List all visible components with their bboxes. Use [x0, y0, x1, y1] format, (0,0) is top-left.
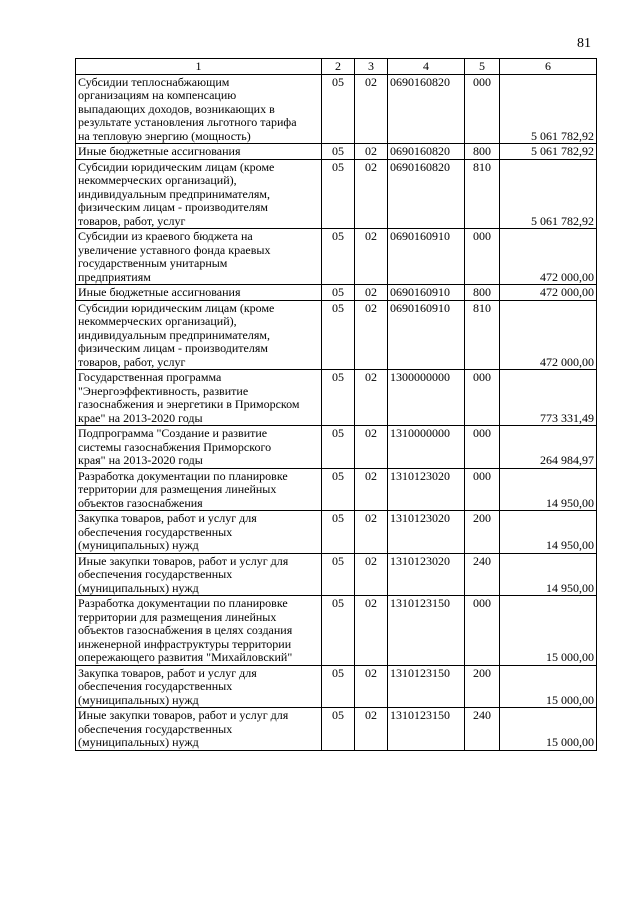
target-article-cell: 1310123150 — [388, 665, 465, 708]
amount-cell: 5 061 782,92 — [500, 74, 597, 144]
item-name-text: Иные бюджетные ассигнования — [78, 144, 241, 158]
item-name-cell — [76, 511, 322, 554]
table-row — [76, 511, 597, 554]
section-code-cell: 05 — [322, 596, 355, 666]
section-code-cell: 05 — [322, 285, 355, 301]
item-name-cell — [76, 74, 322, 144]
item-name-cell — [76, 300, 322, 370]
expense-type-cell: 810 — [465, 300, 500, 370]
item-name-cell — [76, 553, 322, 596]
table-row — [76, 370, 597, 426]
expense-type-cell: 240 — [465, 708, 500, 751]
subsection-code-cell: 02 — [355, 159, 388, 229]
target-article-cell: 0690160910 — [388, 300, 465, 370]
expense-type-cell: 200 — [465, 511, 500, 554]
subsection-code-cell: 02 — [355, 370, 388, 426]
column-header: 1 — [76, 59, 322, 75]
page-number: 81 — [577, 36, 591, 51]
target-article-cell: 1310000000 — [388, 426, 465, 469]
section-code-cell: 05 — [322, 511, 355, 554]
table-row — [76, 229, 597, 285]
table-row — [76, 144, 597, 160]
target-article-cell: 0690160820 — [388, 74, 465, 144]
item-name-text: Иные закупки товаров, работ и услуг для обеспечения государственных (муниципальных) нужд — [78, 708, 289, 749]
amount-cell: 773 331,49 — [500, 370, 597, 426]
amount-cell: 15 000,00 — [500, 708, 597, 751]
subsection-code-cell: 02 — [355, 708, 388, 751]
subsection-code-cell: 02 — [355, 553, 388, 596]
table-row — [76, 596, 597, 666]
expense-type-cell: 800 — [465, 144, 500, 160]
item-name-text: Субсидии теплоснабжающим организациям на компенсацию выпадающих доходов, возникающих в результате установления льготного тарифа на тепловую энергию (мощность) — [78, 74, 297, 143]
expense-type-cell: 000 — [465, 74, 500, 144]
target-article-cell: 1300000000 — [388, 370, 465, 426]
target-article-cell: 0690160820 — [388, 144, 465, 160]
item-name-text: Субсидии из краевого бюджета на увеличение уставного фонда краевых государственным унитарным предприятиям — [78, 229, 271, 284]
item-name-text: Разработка документации по планировке территории для размещения линейных объектов газоснабжения — [78, 468, 288, 510]
subsection-code-cell: 02 — [355, 426, 388, 469]
amount-cell: 5 061 782,92 — [500, 144, 597, 160]
column-header: 6 — [500, 59, 597, 75]
amount-cell: 15 000,00 — [500, 596, 597, 666]
section-code-cell: 05 — [322, 553, 355, 596]
item-name-text: Субсидии юридическим лицам (кроме некоммерческих организаций), индивидуальным предпринимателям, физическим лицам - производителям товаров, работ, услуг — [78, 300, 275, 369]
item-name-cell — [76, 370, 322, 426]
amount-cell: 5 061 782,92 — [500, 159, 597, 229]
table-header-row — [76, 59, 597, 75]
amount-cell: 264 984,97 — [500, 426, 597, 469]
amount-cell: 14 950,00 — [500, 511, 597, 554]
item-name-cell — [76, 159, 322, 229]
section-code-cell: 05 — [322, 300, 355, 370]
target-article-cell: 0690160910 — [388, 285, 465, 301]
column-header: 5 — [465, 59, 500, 75]
amount-cell: 14 950,00 — [500, 553, 597, 596]
item-name-cell — [76, 144, 322, 160]
subsection-code-cell: 02 — [355, 144, 388, 160]
column-header: 2 — [322, 59, 355, 75]
expense-type-cell: 000 — [465, 229, 500, 285]
table-row — [76, 74, 597, 144]
item-name-text: Закупка товаров, работ и услуг для обеспечения государственных (муниципальных) нужд — [78, 511, 257, 552]
table-row — [76, 300, 597, 370]
column-header: 3 — [355, 59, 388, 75]
expense-type-cell: 000 — [465, 468, 500, 511]
item-name-cell — [76, 708, 322, 751]
amount-cell: 472 000,00 — [500, 285, 597, 301]
target-article-cell: 1310123150 — [388, 596, 465, 666]
section-code-cell: 05 — [322, 708, 355, 751]
expense-type-cell: 200 — [465, 665, 500, 708]
subsection-code-cell: 02 — [355, 300, 388, 370]
item-name-cell — [76, 596, 322, 666]
amount-cell: 14 950,00 — [500, 468, 597, 511]
subsection-code-cell: 02 — [355, 229, 388, 285]
section-code-cell: 05 — [322, 665, 355, 708]
item-name-cell — [76, 665, 322, 708]
target-article-cell: 0690160820 — [388, 159, 465, 229]
amount-cell: 15 000,00 — [500, 665, 597, 708]
expense-type-cell: 800 — [465, 285, 500, 301]
item-name-cell — [76, 285, 322, 301]
table-row — [76, 468, 597, 511]
budget-table-body — [76, 59, 597, 751]
amount-cell: 472 000,00 — [500, 229, 597, 285]
table-row — [76, 553, 597, 596]
budget-table — [75, 58, 597, 751]
expense-type-cell: 810 — [465, 159, 500, 229]
item-name-text: Разработка документации по планировке территории для размещения линейных объектов газоснабжения в целях создания инженерной инфраструктуры территории опережающего развития "Михайловский" — [78, 596, 293, 664]
target-article-cell: 1310123150 — [388, 708, 465, 751]
item-name-text: Закупка товаров, работ и услуг для обеспечения государственных (муниципальных) нужд — [78, 665, 257, 707]
table-row — [76, 708, 597, 751]
item-name-text: Иные закупки товаров, работ и услуг для обеспечения государственных (муниципальных) нужд — [78, 553, 289, 595]
table-row — [76, 665, 597, 708]
item-name-text: Субсидии юридическим лицам (кроме некоммерческих организаций), индивидуальным предпринимателям, физическим лицам - производителям товаров, работ, услуг — [78, 159, 275, 228]
subsection-code-cell: 02 — [355, 285, 388, 301]
expense-type-cell: 000 — [465, 370, 500, 426]
target-article-cell: 1310123020 — [388, 553, 465, 596]
item-name-text: Государственная программа "Энергоэффективность, развитие газоснабжения и энергетики в Приморском крае" на 2013-2020 годы — [78, 370, 300, 425]
section-code-cell: 05 — [322, 159, 355, 229]
subsection-code-cell: 02 — [355, 74, 388, 144]
item-name-cell — [76, 468, 322, 511]
item-name-text: Подпрограмма "Создание и развитие системы газоснабжения Приморского края" на 2013-2020 годы — [78, 426, 272, 467]
subsection-code-cell: 02 — [355, 511, 388, 554]
subsection-code-cell: 02 — [355, 468, 388, 511]
subsection-code-cell: 02 — [355, 665, 388, 708]
item-name-text: Иные бюджетные ассигнования — [78, 285, 241, 299]
expense-type-cell: 240 — [465, 553, 500, 596]
section-code-cell: 05 — [322, 468, 355, 511]
table-row — [76, 285, 597, 301]
section-code-cell: 05 — [322, 426, 355, 469]
section-code-cell: 05 — [322, 74, 355, 144]
expense-type-cell: 000 — [465, 596, 500, 666]
expense-type-cell: 000 — [465, 426, 500, 469]
item-name-cell — [76, 426, 322, 469]
section-code-cell: 05 — [322, 229, 355, 285]
column-header: 4 — [388, 59, 465, 75]
table-row — [76, 426, 597, 469]
target-article-cell: 1310123020 — [388, 511, 465, 554]
item-name-cell — [76, 229, 322, 285]
table-row — [76, 159, 597, 229]
target-article-cell: 0690160910 — [388, 229, 465, 285]
amount-cell: 472 000,00 — [500, 300, 597, 370]
target-article-cell: 1310123020 — [388, 468, 465, 511]
section-code-cell: 05 — [322, 370, 355, 426]
section-code-cell: 05 — [322, 144, 355, 160]
subsection-code-cell: 02 — [355, 596, 388, 666]
